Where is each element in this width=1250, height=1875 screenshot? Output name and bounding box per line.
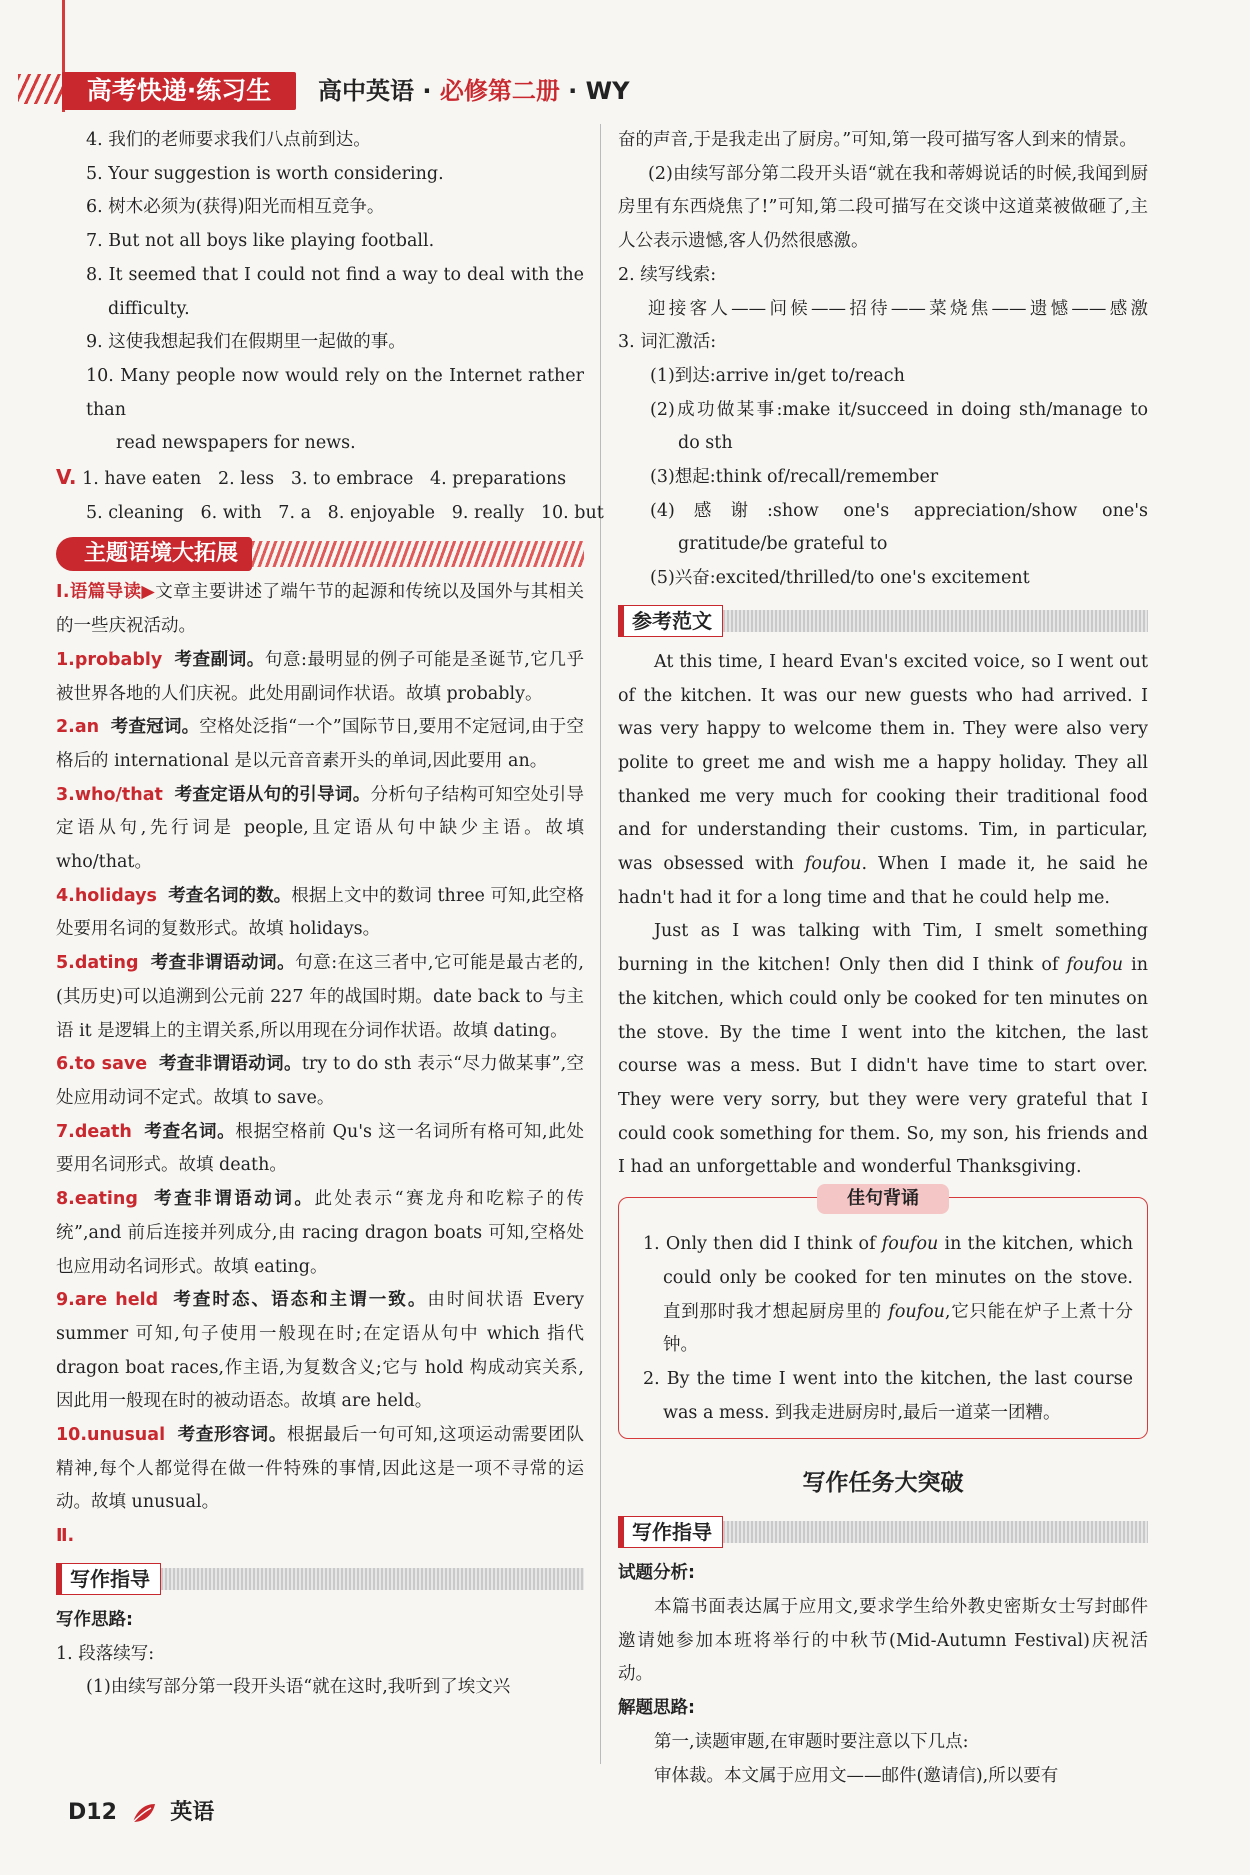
sample-paragraph-2 [618,915,1148,1185]
thinking-title: 写作思路: [56,1609,133,1630]
sample-italic: foufou [1066,955,1124,976]
clue-title: 2. 续写线索: [618,264,717,285]
sample-text: in the kitchen, which could only be cooked for ten minutes on the stove. By the time I went into the kitchen, the last course was a mess. But I didn't have time to start over. They were very sorry, but they were very grateful that I could cook something for them. So, my son, his friends and I had an unforgettable and wonderful Thanksgiving. [618,955,1148,1178]
answer-number: 8. [56,1189,75,1210]
vocab-item: (3)想起:think of/recall/remember [650,467,939,488]
leaf-icon [131,1802,157,1824]
key-text: ,它只能在炉子上煮十分钟。 [663,1301,1134,1356]
approach-text: 审体裁。本文属于应用文——邮件(邀请信),所以要有 [654,1765,1059,1786]
answer-number: 5. [56,953,75,974]
key-sentence-1 [633,1228,1133,1363]
bar-pattern [723,610,1148,632]
writing-task-heading: 写作任务大突破 [802,1470,964,1497]
answer-explanation: 根据空格前 Qu's 这一名词所有格可知,此处要用名词形式。故填 death。 [56,1121,584,1176]
answer-number: 7. [56,1121,75,1142]
key-text: 1. Only then did I think of [643,1234,882,1255]
answer-word: unusual [87,1425,166,1446]
brand-label: 高考快递·练习生 [62,72,296,110]
subject-name: 英语 [170,1800,215,1825]
answer-number: 3. [56,784,75,805]
continuation-text: 奋的声音,于是我走出了厨房。”可知,第一段可描写客人到来的情景。 [618,130,1137,150]
sample-text: At this time, I heard Evan's excited voice, so I went out of the kitchen. It was our new guests who had arrived. I was very happy to welcome them in. They were also very polite to greet me and wish me a happy holiday. They all thanked me very much for cooking their traditional food and for understanding their customs. Tim, in particular, was obsessed with [618,651,1148,875]
answer-tag: 考查冠词。 [110,717,200,738]
answer-number: 6. [56,1054,75,1075]
header-title-suffix: · WY [559,77,630,105]
key-text: in the kitchen, which could only be cooked for ten minutes on the stove. 直到那时我才想起厨房里的 [663,1234,1133,1322]
answer-tag: 考查名词。 [144,1121,236,1142]
answer-number: 4. [56,885,75,906]
roman-ii: Ⅱ. [56,1526,75,1547]
key-italic: foufou [881,1234,939,1255]
answer-tag: 考查非谓语动词。 [159,1054,302,1075]
answer-item [56,947,584,1048]
answer-item [56,711,584,778]
exercise-item: 8. It seemed that I could not find a way to deal with the [86,264,584,285]
answer-item [56,880,584,947]
exercise-item: 6. 树木必须为(获得)阳光而相互竞争。 [86,197,385,218]
key-sentences-box [618,1188,1148,1439]
sample-text: . When I made it, he said he hadn't had it for a long time and that he could help me. [618,854,1149,908]
writing-guide-label: 写作指导 [56,1563,161,1595]
approach-text: 第一,读题审题,在审题时要注意以下几点: [654,1731,969,1752]
exercise-item: 7. But not all boys like playing football. [86,231,435,252]
answer-tag: 考查形容词。 [177,1425,287,1446]
column-divider [600,124,601,1764]
answer-explanation: 由时间状语 Every summer 可知,句子使用一般现在时;在定语从句中 which 指代 dragon boat races,作主语,为复数含义;它与 hold 构成动宾关系,因此用一般现在时的被动语态。故填 are held。 [56,1290,584,1412]
answer-item [56,1048,584,1115]
answer-word: eating [74,1189,138,1210]
answer-line-v1: 1. have eaten 2. less 3. to embrace 4. preparations [82,469,567,490]
sample-label: 参考范文 [618,605,723,637]
banner-stripes [252,541,584,567]
exercise-item: difficulty. [108,298,190,319]
exercise-item: 9. 这使我想起我们在假期里一起做的事。 [86,332,406,353]
answer-tag: 考查非谓语动词。 [154,1189,315,1210]
sample-paragraph-1 [618,646,1148,916]
writing-guide-bar-2 [618,1513,1148,1551]
key-sentences-title: 佳句背诵 [817,1184,949,1214]
answer-word: death [74,1121,132,1142]
answer-tag: 考查名词的数。 [168,885,292,906]
answer-item [56,1183,584,1284]
analysis-title: 试题分析: [618,1563,695,1584]
answer-word: holidays [74,885,157,906]
answer-line-v2: 5. cleaning 6. with 7. a 8. enjoyable 9. really 10. but [86,502,604,523]
para-text: (1)由续写部分第一段开头语“就在这时,我听到了埃文兴 [86,1677,511,1698]
answer-word: to save [74,1054,148,1075]
left-column [56,124,604,1705]
right-column [618,124,1148,1793]
guide-label: Ⅰ.语篇导读▶ [56,582,156,603]
answer-word: an [74,717,100,738]
vocab-item: (4)感谢:show one's appreciation/show one's gratitude/be grateful to [650,500,1148,555]
answer-item [56,1284,584,1419]
analysis-text: 本篇书面表达属于应用文,要求学生给外教史密斯女士写封邮件邀请她参加本班将举行的中秋节(Mid-Autumn Festival)庆祝活动。 [618,1597,1148,1685]
header-title-prefix: 高中英语 · [318,77,440,105]
answer-explanation: 分析句子结构可知空处引导定语从句,先行词是 people,且定语从句中缺少主语。故填 who/that。 [56,784,584,873]
answer-number: 1. [56,649,75,670]
answer-explanation: 句意:最明显的例子可能是圣诞节,它几乎被世界各地的人们庆祝。此处用副词作状语。故填 probably。 [56,649,584,704]
guide-text: 文章主要讲述了端午节的起源和传统以及国外与其相关的一些庆祝活动。 [56,582,585,637]
answer-explanation: 此处表示“赛龙舟和吃粽子的传统”,and 前后连接并列成分,由 racing dragon boats 可知,空格处也应用动名词形式。故填 eating。 [56,1189,584,1277]
section-banner [56,534,584,574]
answer-item [56,779,584,880]
bar-pattern [723,1521,1148,1543]
answer-number: 10. [56,1425,88,1446]
approach-title: 解题思路: [618,1698,695,1719]
header-title-volume: 必修第二册 [439,77,560,105]
exercise-item: 4. 我们的老师要求我们八点前到达。 [86,130,371,150]
answer-tag: 考查时态、语态和主谓一致。 [173,1290,428,1311]
answer-word: who/that [74,784,163,805]
answer-word: are held [74,1290,159,1311]
reading-guide [56,576,584,643]
vocab-title: 3. 词汇激活: [618,332,717,353]
writing-guide-label-2: 写作指导 [618,1516,723,1548]
sample-italic: foufou [804,854,862,875]
clue-text: 迎接客人——问候——招待——菜烧焦——遗憾——感激 [648,298,1148,319]
answer-number: 9. [56,1290,75,1311]
sample-bar [618,602,1148,640]
bar-pattern [161,1568,584,1590]
answer-number: 2. [56,717,75,738]
answer-word: probably [74,649,163,670]
answer-item [56,1419,584,1520]
writing-guide-bar [56,1560,584,1598]
vocab-item: (2)成功做某事:make it/succeed in doing sth/manage to do sth [650,399,1148,454]
vocab-item: (1)到达:arrive in/get to/reach [650,365,905,386]
answer-line-v [56,461,584,497]
para-title: 1. 段落续写: [56,1643,155,1664]
answer-explanation: 句意:在这三者中,它可能是最古老的,(其历史)可以追溯到公元前 227 年的战国时期。date back to 与主语 it 是逻辑上的主谓关系,所以用现在分词作状语。故填 dating。 [56,953,584,1041]
answer-explanation: try to do sth 表示“尽力做某事”,空处应用动词不定式。故填 to save。 [56,1054,585,1108]
vocab-item: (5)兴奋:excited/thrilled/to one's excitement [650,568,1030,589]
answer-explanation: 根据最后一句可知,这项运动需要团队精神,每个人都觉得在做一件特殊的事情,因此这是一项不寻常的运动。故填 unusual。 [56,1425,584,1513]
key-italic: foufou [888,1301,945,1322]
answer-item [56,1116,584,1183]
answer-tag: 考查定语从句的引导词。 [174,784,371,805]
section-title: 主题语境大拓展 [56,537,252,571]
continuation-text: (2)由续写部分第二段开头语“就在我和蒂姆说话的时候,我闻到厨房里有东西烧焦了!”可知,第二段可描写在交谈中这道菜被做砸了,主人公表示遗憾,客人仍然很感激。 [618,163,1148,252]
key-sentence-2: 2. By the time I went into the kitchen, the last course was a mess. 到我走进厨房时,最后一道菜一团糟。 [643,1368,1133,1423]
exercise-item: 5. Your suggestion is worth considering. [86,163,444,184]
answer-tag: 考查副词。 [174,649,265,670]
answer-explanation: 空格处泛指“一个”国际节日,要用不定冠词,由于空格后的 international 是以元音音素开头的单词,因此要用 an。 [56,717,584,771]
roman-v: V. [56,465,77,490]
answer-tag: 考查非谓语动词。 [150,953,296,974]
answer-explanation: 根据上文中的数词 three 可知,此空格处要用名词的复数形式。故填 holidays。 [56,885,584,940]
exercise-item: 10. Many people now would rely on the Internet rather than [86,365,584,420]
page-footer [68,1796,214,1830]
header-title [318,74,630,108]
answer-word: dating [74,953,139,974]
answer-item [56,644,584,711]
exercise-item: read newspapers for news. [116,433,356,454]
sample-text: Just as I was talking with Tim, I smelt something burning in the kitchen! Only then did I think of [618,921,1148,976]
page-number: D12 [68,1800,117,1825]
